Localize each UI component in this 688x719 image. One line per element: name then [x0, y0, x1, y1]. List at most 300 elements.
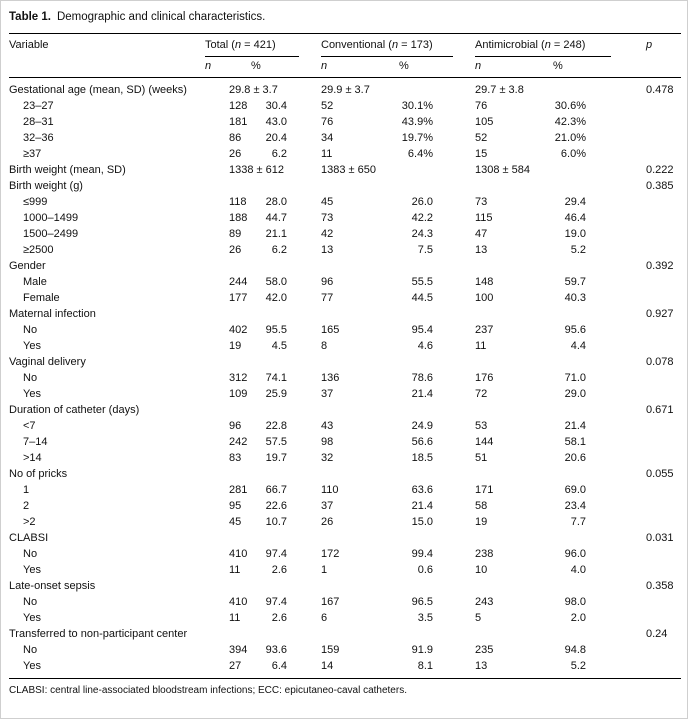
cell-total-n [205, 402, 251, 418]
cell-antimicrobial-n: 237 [475, 324, 494, 336]
cell-antimicrobial-pct: 29.0 [564, 388, 586, 400]
cell-conventional-n: 37 [321, 388, 334, 400]
row-variable: Late-onset sepsis [9, 580, 96, 592]
cell-conventional-n [321, 626, 399, 642]
cell-total-pct: 74.1 [265, 372, 287, 384]
row-variable: No of pricks [9, 468, 68, 480]
cell-p-value [633, 338, 681, 354]
cell-total-n: 109 [229, 388, 248, 400]
cell-conventional-pct: 24.9 [411, 420, 433, 432]
cell-antimicrobial-n: 243 [475, 596, 494, 608]
cell-p-value [633, 370, 681, 386]
cell-total-pct: 25.9 [265, 388, 287, 400]
cell-total-pct: 44.7 [265, 212, 287, 224]
cell-p-value [633, 482, 681, 498]
cell-total-pct: 6.4 [271, 660, 287, 672]
cell-conventional-pct: 44.5 [411, 292, 433, 304]
table-row [9, 274, 681, 290]
cell-antimicrobial-pct: 4.4 [570, 340, 586, 352]
row-variable: Yes [23, 340, 41, 352]
row-variable: No [23, 644, 38, 656]
cell-antimicrobial-pct [553, 162, 633, 178]
cell-antimicrobial-n: 176 [475, 372, 494, 384]
cell-p-value [633, 546, 681, 562]
table-header [9, 34, 681, 78]
cell-antimicrobial-n: 105 [475, 116, 494, 128]
cell-antimicrobial-pct: 29.4 [564, 196, 586, 208]
row-variable: 7–14 [23, 436, 48, 448]
cell-conventional-n: 96 [321, 276, 334, 288]
cell-conventional-pct: 24.3 [411, 228, 433, 240]
cell-total-n: 86 [229, 132, 242, 144]
cell-antimicrobial-n: 171 [475, 484, 494, 496]
cell-p-value [633, 562, 681, 578]
cell-p-value: 0.927 [646, 308, 674, 320]
cell-antimicrobial-n: 11 [475, 340, 487, 352]
cell-total-pct: 22.8 [265, 420, 287, 432]
table-row [9, 642, 681, 658]
cell-total-n [205, 306, 251, 322]
table-row [9, 306, 681, 322]
row-variable: >14 [23, 452, 42, 464]
cell-p-value: 0.031 [646, 532, 674, 544]
cell-antimicrobial-pct: 58.1 [564, 436, 586, 448]
cell-antimicrobial-n: 5 [475, 612, 482, 624]
row-variable: 1 [23, 484, 30, 496]
cell-antimicrobial-n: 51 [475, 452, 488, 464]
row-variable: Birth weight (mean, SD) [9, 164, 126, 176]
table-row [9, 242, 681, 258]
col-header-variable: Variable [9, 34, 205, 78]
cell-total-n [205, 354, 251, 370]
cell-antimicrobial-n: 238 [475, 548, 494, 560]
cell-p-value [633, 450, 681, 466]
cell-p-value [633, 514, 681, 530]
cell-conventional-pct: 3.5 [417, 612, 433, 624]
cell-total-pct [251, 530, 321, 546]
table-row [9, 418, 681, 434]
cell-antimicrobial-pct: 21.0% [554, 132, 586, 144]
cell-total-n [205, 258, 251, 274]
table-row [9, 178, 681, 194]
cell-conventional-pct: 42.2 [411, 212, 433, 224]
cell-p-value [633, 146, 681, 162]
table-row [9, 658, 681, 679]
cell-total-n: 188 [229, 212, 248, 224]
cell-total-pct: 43.0 [265, 116, 287, 128]
row-variable: 2 [23, 500, 30, 512]
table-row [9, 338, 681, 354]
cell-conventional-pct: 19.7% [401, 132, 433, 144]
col-header-conventional: Conventional (n = 173) [321, 34, 475, 58]
cell-total-n: 11 [229, 564, 241, 576]
cell-conventional-pct: 96.5 [411, 596, 433, 608]
cell-p-value [633, 194, 681, 210]
cell-antimicrobial-pct: 7.7 [570, 516, 586, 528]
cell-conventional-n: 1 [321, 564, 328, 576]
cell-conventional-n [321, 258, 399, 274]
table-row [9, 162, 681, 178]
table-row [9, 482, 681, 498]
cell-conventional-pct: 56.6 [411, 436, 433, 448]
row-variable: ≤999 [23, 196, 48, 208]
cell-antimicrobial-pct: 71.0 [564, 372, 586, 384]
cell-total-n: 29.8 ± 3.7 [229, 84, 278, 96]
cell-total-pct: 95.5 [265, 324, 287, 336]
table-row [9, 434, 681, 450]
cell-antimicrobial-pct: 19.0 [564, 228, 586, 240]
cell-antimicrobial-pct: 21.4 [564, 420, 586, 432]
cell-antimicrobial-n: 115 [475, 212, 493, 224]
cell-conventional-pct: 30.1% [401, 100, 433, 112]
cell-total-n: 96 [229, 420, 242, 432]
table-row [9, 130, 681, 146]
table-row [9, 514, 681, 530]
table-row [9, 498, 681, 514]
cell-antimicrobial-n [475, 530, 553, 546]
row-variable: <7 [23, 420, 36, 432]
cell-conventional-pct: 7.5 [417, 244, 433, 256]
cell-antimicrobial-n: 19 [475, 516, 488, 528]
cell-total-n: 312 [229, 372, 248, 384]
cell-antimicrobial-pct [553, 178, 633, 194]
cell-total-n [205, 530, 251, 546]
subheader-antimicrobial-pct: % [553, 57, 633, 78]
cell-p-value: 0.24 [646, 628, 668, 640]
row-variable: Transferred to non-participant center [9, 628, 188, 640]
cell-p-value [633, 322, 681, 338]
cell-conventional-pct [399, 626, 475, 642]
cell-antimicrobial-pct [553, 78, 633, 99]
cell-total-pct: 97.4 [265, 548, 287, 560]
cell-antimicrobial-pct: 23.4 [564, 500, 586, 512]
cell-p-value [633, 98, 681, 114]
col-header-p: p [633, 34, 681, 78]
cell-conventional-pct [399, 530, 475, 546]
cell-total-pct: 4.5 [271, 340, 287, 352]
table-row [9, 290, 681, 306]
cell-conventional-n: 52 [321, 100, 334, 112]
cell-p-value: 0.358 [646, 580, 674, 592]
cell-conventional-n: 32 [321, 452, 334, 464]
row-variable: ≥2500 [23, 244, 54, 256]
cell-conventional-n: 165 [321, 324, 340, 336]
cell-conventional-n [321, 530, 399, 546]
cell-antimicrobial-n [475, 402, 553, 418]
cell-conventional-n: 29.9 ± 3.7 [321, 84, 370, 96]
cell-antimicrobial-n [475, 306, 553, 322]
cell-conventional-n: 6 [321, 612, 328, 624]
cell-p-value [633, 290, 681, 306]
cell-total-n: 402 [229, 324, 248, 336]
row-variable: Gestational age (mean, SD) (weeks) [9, 84, 187, 96]
cell-antimicrobial-pct: 40.3 [564, 292, 586, 304]
cell-conventional-n [321, 178, 399, 194]
cell-p-value [633, 130, 681, 146]
cell-antimicrobial-pct [553, 402, 633, 418]
cell-total-n: 26 [229, 244, 242, 256]
cell-conventional-n: 45 [321, 196, 334, 208]
cell-conventional-n: 1383 ± 650 [321, 164, 376, 176]
cell-antimicrobial-n: 100 [475, 292, 494, 304]
cell-total-n [205, 466, 251, 482]
cell-antimicrobial-pct [553, 258, 633, 274]
cell-conventional-pct: 63.6 [411, 484, 433, 496]
table-row [9, 194, 681, 210]
cell-p-value: 0.392 [646, 260, 674, 272]
cell-p-value: 0.222 [646, 164, 674, 176]
cell-antimicrobial-pct: 69.0 [564, 484, 586, 496]
cell-antimicrobial-n: 29.7 ± 3.8 [475, 84, 524, 96]
cell-p-value [633, 114, 681, 130]
cell-conventional-pct [399, 258, 475, 274]
table-row [9, 258, 681, 274]
cell-antimicrobial-n: 144 [475, 436, 494, 448]
cell-p-value: 0.055 [646, 468, 674, 480]
cell-antimicrobial-pct: 4.0 [570, 564, 586, 576]
cell-antimicrobial-pct [553, 306, 633, 322]
cell-total-n: 394 [229, 644, 248, 656]
cell-antimicrobial-n [475, 626, 553, 642]
cell-antimicrobial-pct: 96.0 [564, 548, 586, 560]
subheader-total-pct: % [251, 57, 321, 78]
cell-conventional-n: 11 [321, 148, 333, 160]
cell-antimicrobial-n: 13 [475, 244, 488, 256]
table-row [9, 530, 681, 546]
table-row [9, 546, 681, 562]
cell-conventional-pct: 18.5 [411, 452, 433, 464]
cell-antimicrobial-n: 235 [475, 644, 494, 656]
cell-total-n: 11 [229, 612, 241, 624]
cell-p-value [633, 386, 681, 402]
row-variable: 1500–2499 [23, 228, 79, 240]
cell-total-pct: 97.4 [265, 596, 287, 608]
cell-conventional-pct [399, 178, 475, 194]
cell-total-pct [251, 178, 321, 194]
cell-total-pct: 6.2 [271, 244, 287, 256]
cell-antimicrobial-pct: 59.7 [564, 276, 586, 288]
cell-conventional-pct [399, 306, 475, 322]
cell-conventional-pct: 15.0 [411, 516, 433, 528]
cell-antimicrobial-pct [553, 626, 633, 642]
cell-antimicrobial-n: 13 [475, 660, 488, 672]
cell-conventional-n [321, 402, 399, 418]
cell-conventional-n: 167 [321, 596, 340, 608]
cell-conventional-n [321, 578, 399, 594]
row-variable: Yes [23, 612, 41, 624]
cell-total-pct: 19.7 [265, 452, 287, 464]
table-row [9, 594, 681, 610]
table-row [9, 322, 681, 338]
cell-antimicrobial-n: 148 [475, 276, 494, 288]
row-variable: 32–36 [23, 132, 54, 144]
cell-total-pct [251, 306, 321, 322]
cell-conventional-pct [399, 162, 475, 178]
cell-antimicrobial-pct [553, 578, 633, 594]
cell-total-n: 410 [229, 596, 248, 608]
row-variable: No [23, 372, 38, 384]
subheader-conventional-pct: % [399, 57, 475, 78]
cell-antimicrobial-pct: 94.8 [564, 644, 586, 656]
cell-total-pct: 42.0 [265, 292, 287, 304]
table-row [9, 226, 681, 242]
cell-conventional-n: 34 [321, 132, 334, 144]
cell-p-value [633, 274, 681, 290]
cell-total-pct [251, 354, 321, 370]
cell-antimicrobial-n: 15 [475, 148, 488, 160]
table-row [9, 450, 681, 466]
col-header-antimicrobial: Antimicrobial (n = 248) [475, 34, 633, 58]
cell-p-value [633, 610, 681, 626]
row-variable: 23–27 [23, 100, 54, 112]
cell-antimicrobial-n: 1308 ± 584 [475, 164, 530, 176]
row-variable: No [23, 324, 38, 336]
cell-antimicrobial-pct [553, 354, 633, 370]
cell-antimicrobial-n [475, 354, 553, 370]
cell-total-pct: 66.7 [265, 484, 287, 496]
row-variable: Vaginal delivery [9, 356, 86, 368]
table-row [9, 354, 681, 370]
subheader-antimicrobial-n: n [475, 57, 553, 78]
cell-conventional-pct: 55.5 [411, 276, 433, 288]
cell-conventional-n: 98 [321, 436, 334, 448]
cell-antimicrobial-pct: 30.6% [554, 100, 586, 112]
cell-antimicrobial-n [475, 466, 553, 482]
table-row [9, 386, 681, 402]
table-row [9, 562, 681, 578]
table-row [9, 402, 681, 418]
cell-total-n: 27 [229, 660, 242, 672]
table-row [9, 578, 681, 594]
cell-p-value [633, 498, 681, 514]
cell-total-pct: 57.5 [265, 436, 287, 448]
cell-p-value: 0.478 [646, 84, 674, 96]
cell-antimicrobial-n: 47 [475, 228, 488, 240]
table-caption-text: Demographic and clinical characteristics. [56, 11, 266, 23]
cell-antimicrobial-pct: 98.0 [564, 596, 586, 608]
cell-conventional-n: 172 [321, 548, 340, 560]
cell-conventional-n: 73 [321, 212, 334, 224]
cell-total-pct: 2.6 [271, 564, 287, 576]
table-caption-label: Table 1. [9, 11, 51, 23]
cell-total-pct [251, 402, 321, 418]
cell-conventional-n: 37 [321, 500, 334, 512]
row-variable: 28–31 [23, 116, 54, 128]
cell-p-value [633, 658, 681, 679]
table-row [9, 610, 681, 626]
table-row [9, 210, 681, 226]
cell-conventional-pct: 0.6 [417, 564, 433, 576]
cell-total-pct: 20.4 [265, 132, 287, 144]
cell-p-value [633, 226, 681, 242]
cell-antimicrobial-n: 52 [475, 132, 488, 144]
cell-total-n [205, 178, 251, 194]
cell-conventional-pct [399, 402, 475, 418]
cell-conventional-n [321, 466, 399, 482]
cell-total-n: 128 [229, 100, 248, 112]
cell-antimicrobial-pct: 46.4 [564, 212, 586, 224]
cell-conventional-pct: 6.4% [407, 148, 433, 160]
cell-conventional-n: 136 [321, 372, 340, 384]
cell-total-n: 89 [229, 228, 242, 240]
cell-p-value: 0.078 [646, 356, 674, 368]
cell-conventional-pct: 99.4 [411, 548, 433, 560]
col-header-total: Total (n = 421) [205, 34, 321, 58]
cell-antimicrobial-pct: 42.3% [554, 116, 586, 128]
cell-conventional-pct: 8.1 [417, 660, 433, 672]
row-variable: No [23, 596, 38, 608]
cell-antimicrobial-n [475, 258, 553, 274]
cell-total-n: 19 [229, 340, 242, 352]
cell-total-n: 242 [229, 436, 248, 448]
cell-p-value [633, 642, 681, 658]
subheader-total-n: n [205, 57, 251, 78]
cell-conventional-n [321, 354, 399, 370]
cell-antimicrobial-pct: 95.6 [564, 324, 586, 336]
row-variable: Birth weight (g) [9, 180, 83, 192]
row-variable: Duration of catheter (days) [9, 404, 140, 416]
cell-antimicrobial-pct: 6.0% [560, 148, 586, 160]
cell-conventional-n: 159 [321, 644, 340, 656]
table-row [9, 146, 681, 162]
cell-total-n: 1338 ± 612 [229, 164, 284, 176]
table-row [9, 626, 681, 642]
table-caption [9, 11, 679, 23]
cell-conventional-pct: 4.6 [417, 340, 433, 352]
cell-total-n: 177 [229, 292, 248, 304]
cell-antimicrobial-n: 72 [475, 388, 488, 400]
cell-total-n: 95 [229, 500, 242, 512]
cell-conventional-n [321, 306, 399, 322]
cell-conventional-n: 110 [321, 484, 339, 496]
table-row [9, 98, 681, 114]
cell-conventional-pct: 21.4 [411, 388, 433, 400]
table-body [9, 78, 681, 679]
cell-total-n: 410 [229, 548, 248, 560]
cell-conventional-pct [399, 354, 475, 370]
cell-conventional-n: 43 [321, 420, 334, 432]
row-variable: Yes [23, 660, 41, 672]
cell-total-pct: 22.6 [265, 500, 287, 512]
cell-antimicrobial-n: 10 [475, 564, 488, 576]
cell-antimicrobial-pct [553, 530, 633, 546]
cell-total-pct: 58.0 [265, 276, 287, 288]
cell-antimicrobial-n: 76 [475, 100, 488, 112]
cell-conventional-pct [399, 578, 475, 594]
cell-conventional-n: 14 [321, 660, 334, 672]
cell-antimicrobial-pct: 5.2 [570, 244, 586, 256]
cell-total-pct: 2.6 [271, 612, 287, 624]
cell-total-n: 83 [229, 452, 242, 464]
cell-total-n: 181 [229, 116, 248, 128]
cell-p-value [633, 210, 681, 226]
cell-antimicrobial-pct [553, 466, 633, 482]
cell-conventional-n: 8 [321, 340, 328, 352]
row-variable: Gender [9, 260, 46, 272]
row-variable: CLABSI [9, 532, 49, 544]
cell-p-value [633, 434, 681, 450]
cell-conventional-pct: 21.4 [411, 500, 433, 512]
cell-conventional-pct: 78.6 [411, 372, 433, 384]
cell-total-n: 281 [229, 484, 248, 496]
subheader-conventional-n: n [321, 57, 399, 78]
row-variable: ≥37 [23, 148, 42, 160]
cell-total-n: 26 [229, 148, 242, 160]
cell-antimicrobial-n [475, 578, 553, 594]
cell-antimicrobial-pct: 5.2 [570, 660, 586, 672]
cell-conventional-pct [399, 78, 475, 99]
cell-conventional-pct: 43.9% [401, 116, 433, 128]
